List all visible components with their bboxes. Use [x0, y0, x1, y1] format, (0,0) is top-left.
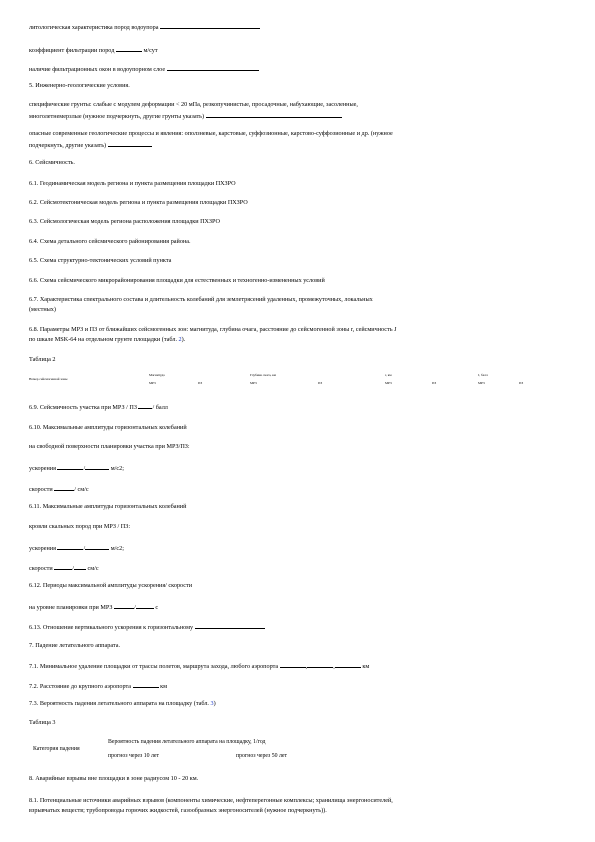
- specific-soils-line-2: многолетнемерзлые (нужное подчеркнуть, другие грунты указать): [29, 111, 573, 121]
- filtration-windows-line: наличие фильтрационных окон в водоупорном слое: [29, 64, 573, 74]
- blank-field: [133, 681, 159, 688]
- table-3-header-category: Категория падения: [33, 746, 80, 752]
- aquiclude-lithology-line: литологическая характеристика пород водоупора: [29, 22, 573, 32]
- section-6-heading: 6. Сейсмичность.: [29, 159, 75, 166]
- table-3-header-probability: Вероятность падения летательного аппарата на площадку, 1/год: [108, 739, 266, 745]
- item-6-4: 6.4. Схема детального сейсмического районирования района.: [29, 238, 191, 245]
- item-6-11-acceleration: ускорения / м/с2;: [29, 545, 124, 552]
- item-6-3: 6.3. Сейсмологическая модель региона расположения площадки ПХЗРО: [29, 218, 220, 225]
- table-2-subheader-pz: ПЗ: [198, 381, 203, 385]
- blank-field: [206, 111, 342, 118]
- table-2-header-zone: Номер сейсмогенной зоны: [29, 377, 68, 381]
- blank-field: [307, 661, 333, 668]
- table-3-caption: Таблица 3: [29, 719, 56, 726]
- table-2-subheader-pz: ПЗ: [519, 381, 524, 385]
- blank-field: [57, 543, 83, 550]
- item-6-11: 6.11. Максимальные амплитуды горизонтальных колебаний: [29, 503, 187, 510]
- blank-field: [116, 45, 142, 52]
- blank-field: [114, 602, 134, 609]
- item-6-13: 6.13. Отношение вертикального ускорения к горизонтальному: [29, 622, 573, 632]
- table-2-header-depth: Глубина очага, км: [250, 373, 276, 377]
- filtration-coefficient-line: коэффициент фильтрации пород м/сут: [29, 47, 158, 54]
- table-2-header-distance: r, км: [385, 373, 392, 377]
- blank-field: [54, 484, 74, 491]
- item-6-7-line-1: 6.7. Характеристика спектрального состава и длительность колебаний для землетрясений удаленных, промежуточных, локальных: [29, 296, 373, 303]
- item-6-10-acceleration: ускорения / м/с2;: [29, 465, 124, 472]
- item-6-6: 6.6. Схема сейсмического микрорайонирования площадки для естественных и техногенно-измененных условий: [29, 277, 325, 284]
- table-2-subheader-mrz: МРЗ: [385, 381, 392, 385]
- blank-field: [85, 463, 109, 470]
- table-2-header-intensity: J, балл: [478, 373, 488, 377]
- item-6-12: 6.12. Периоды максимальной амплитуды ускорения/ скорости: [29, 582, 193, 589]
- blank-field: [108, 140, 152, 147]
- section-5-heading: 5. Инженерно-геологические условия.: [29, 82, 130, 89]
- item-6-10-velocity: скорости / см/с: [29, 486, 89, 493]
- item-7-1: 7.1. Минимальное удаление площадки от трассы полетов, маршрута захода, любого аэропорта , , км: [29, 663, 370, 670]
- table-3-link[interactable]: 3: [210, 700, 214, 707]
- hazard-processes-line-1: опасные современные геологические процессы и явления: оползневые, карстовые, суффозионные, карстово-суффозионные и др. (нужное: [29, 130, 393, 137]
- item-8-1-line-1: 8.1. Потенциальные источники аварийных взрывов (компоненты химические, нефтеперегонные комплексы; хранилища энергоносителей,: [29, 797, 393, 804]
- table-2-subheader-mrz: МРЗ: [250, 381, 257, 385]
- item-6-9: 6.9. Сейсмичность участка при МРЗ / ПЗ / балл: [29, 404, 168, 411]
- blank-field: [280, 661, 306, 668]
- hazard-processes-line-2: подчеркнуть, другие указать): [29, 140, 573, 150]
- specific-soils-line-1: специфические грунты: слабые с модулем деформации < 20 мПа, резкопучинистые, просадочные, набухающие, засоленные,: [29, 101, 358, 108]
- item-7-2: 7.2. Расстояние до крупного аэропорта км: [29, 683, 168, 690]
- item-6-12-periods: на уровне планировки при МРЗ / с: [29, 604, 159, 611]
- blank-field: [85, 543, 109, 550]
- table-2-subheader-pz: ПЗ: [318, 381, 323, 385]
- blank-field: [74, 563, 86, 570]
- item-6-10: 6.10. Максимальные амплитуды горизонтальных колебаний: [29, 424, 187, 431]
- blank-field: [57, 463, 83, 470]
- item-6-1: 6.1. Геодинамическая модель региона и пункта размещения площадки ПХЗРО: [29, 180, 236, 187]
- item-6-11-rock: кровли скальных пород при МРЗ / ПЗ:: [29, 523, 131, 530]
- item-6-5: 6.5. Схема структурно-тектонических условий пункта: [29, 257, 172, 264]
- section-7-heading: 7. Падение летательного аппарата.: [29, 642, 120, 649]
- item-6-8-line-2: по шкале MSK-64 на отдельном грунте площадки (табл. 2).: [29, 336, 186, 343]
- item-6-7-line-2: (местных): [29, 306, 56, 313]
- blank-field: [335, 661, 361, 668]
- blank-field: [195, 622, 265, 629]
- table-2-link[interactable]: 2: [178, 336, 182, 343]
- blank-field: [160, 22, 260, 29]
- table-3-header-50-years: прогноз через 50 лет: [236, 753, 288, 759]
- blank-field: [167, 64, 259, 71]
- item-6-11-velocity: скорости / см/с: [29, 565, 99, 572]
- item-6-10-surface: на свободной поверхности планировки участка при МРЗ/ПЗ:: [29, 443, 190, 450]
- item-8-1-line-2: взрывчатых веществ; трубопроводы горючих жидкостей, газообразных энергоносителей (нужное подчеркнуть)).: [29, 807, 327, 814]
- section-8-heading: 8. Аварийные взрывы вне площадки в зоне радиусом 10 - 20 км.: [29, 775, 199, 782]
- item-7-3: 7.3. Вероятность падения летательного аппарата на площадку (табл. 3): [29, 700, 216, 707]
- blank-field: [138, 402, 152, 409]
- blank-field: [136, 602, 154, 609]
- table-2-subheader-pz: ПЗ: [432, 381, 437, 385]
- table-2-header-magnitude: Магнитуда: [149, 373, 165, 377]
- table-3-header-10-years: прогноз через 10 лет: [108, 753, 160, 759]
- table-2-subheader-mrz: МРЗ: [478, 381, 485, 385]
- blank-field: [54, 563, 72, 570]
- table-2-subheader-mrz: МРЗ: [149, 381, 156, 385]
- item-6-2: 6.2. Сейсмотектоническая модель региона и пункта размещения площадки ПХЗРО: [29, 199, 248, 206]
- item-6-8-line-1: 6.8. Параметры МРЗ и ПЗ от ближайших сейсмогенных зон: магнитуда, глубина очага, расстояние до сейсмогенной зоны r, сейсмичность J: [29, 326, 397, 333]
- table-2-caption: Таблица 2: [29, 356, 56, 363]
